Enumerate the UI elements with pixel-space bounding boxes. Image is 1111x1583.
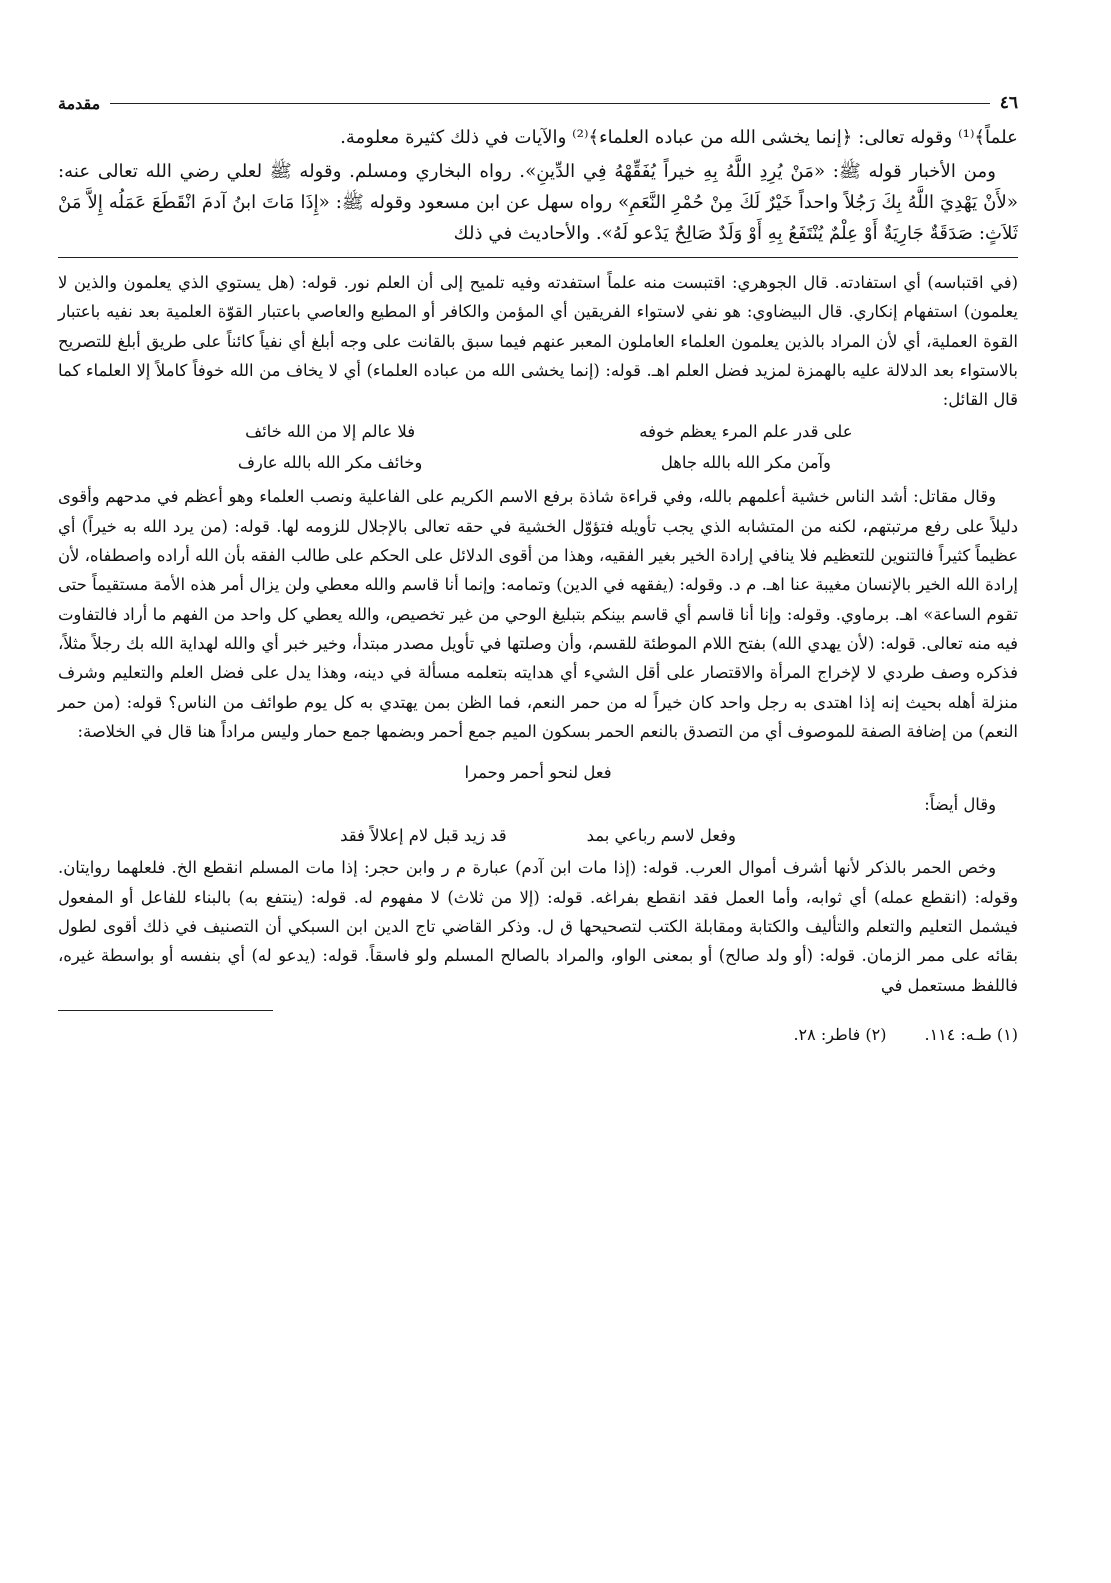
page-number: ٤٦ xyxy=(999,93,1018,113)
main-paragraph: علماً﴾⁽¹⁾ وقوله تعالى: ﴿إنما يخشى الله من عباده العلماء﴾⁽²⁾ والآيات في ذلك كثيرة معلومة. xyxy=(340,127,1018,148)
verse-first-half: وآمن مكر الله بالله جاهل xyxy=(660,453,831,473)
verse-second-half: قد زيد قبل لام إعلالاً فقد xyxy=(340,826,507,846)
commentary-paragraph: وقال أيضاً: xyxy=(924,795,996,815)
commentary xyxy=(58,268,1018,1000)
commentary-paragraph: وقال مقاتل: أشد الناس خشية أعلمهم بالله، وفي قراءة شاذة برفع الاسم الكريم على الفاعلية ونصب العلماء وهو أعظم في مدحهم وأقوى دليلاً على رفع مرتبتهم، لكنه من المتشابه الذي يجب تأويله فتؤوّل الخشية في حقه تعالى بالإجلال للزومه لها. قوله: (من يرد الله به خيراً) أي عظيماً كثيراً فالتنوين للتعظيم فلا ينافي إرادة الخير بغير الفقيه، وهذا من أقوى الدلائل على الحكم على طالب الفقه بأن الله أراده واصطفاه، لأن إرادة الله الخير بالإنسان مغيبة عنا اهـ. م د. وقوله: (يفقهه في الدين) وتمامه: وإنما أنا قاسم والله معطي ولن يزال أمر هذه الأمة مستقيماً حتى تقوم الساعة» اهـ. برماوي. وقوله: وإنا أنا قاسم أي قاسم بينكم بتبليغ الوحي من غير تخصيص، والله يعطي كل واحد من الفهم ما أراد فالتفاوت فيه منه تعالى. قوله: (لأن يهدي الله) بفتح اللام الموطئة للقسم، وأن وصلتها في تأويل مصدر مبتدأ، وخير خبر أي والله لهداية الله بك رجلاً مثلاً، فذكره وصف طردي لا لإخراج المرأة والاقتصار على أقل الشيء أي هدايته بتعلمه مسألة في دينه، وهذا يدل على فضل العلم والتعليم وشرف منزلة أهله بحيث إنه إذا اهتدى به رجل واحد كان خيراً له من حمر النعم، فما الظن بمن يهتدي به كل يوم طوائف من الناس؟ قوله: (من حمر النعم) من إضافة الصفة للموصوف أي من التصدق بالنعم الحمر بسكون الميم جمع أحمر وبضمها جمع حمار وليس مراداً هنا قال في الخلاصة: xyxy=(58,487,1018,741)
poem-verse xyxy=(58,819,1018,853)
footnote: (١) طـه: ١١٤. xyxy=(924,1024,1018,1044)
footnote-rule xyxy=(58,1010,273,1011)
main-text xyxy=(58,122,1018,249)
header-rule xyxy=(110,103,990,104)
verse-first-half: وفعل لاسم رباعي بمد xyxy=(586,826,736,846)
footnote: (٢) فاطر: ٢٨. xyxy=(793,1024,887,1044)
page-header xyxy=(58,90,1018,116)
verse-second-half: وخائف مكر الله بالله عارف xyxy=(237,453,423,473)
verse-second-half: فلا عالم إلا من الله خائف xyxy=(245,422,416,442)
running-title: مقدمة xyxy=(58,93,101,113)
poem-verse xyxy=(153,416,923,447)
commentary-paragraph: (في اقتباسه) أي استفادته. قال الجوهري: اقتبست منه علماً استفدته وفيه تلميح إلى أن العلم نور. قوله: (هل يستوي الذي يعلمون والذين لا يعلمون) استفهام إنكاري. قال البيضاوي: هو نفي لاستواء الفريقين أي المؤمن والكافر أو المطيع والعاصي باعتبار القوّة العلمية بعد نفيه باعتبار القوة العملية، أي لأن المراد بالذين يعلمون العلماء العاملون المعبر عنهم فيما سبق بالقانت على وجه أبلغ أي نفياً كائناً على طريق أبلغ للتصريح بالاستواء بعد الدلالة عليه بالهمزة لمزيد فضل العلم اهـ. قوله: (إنما يخشى الله من عباده العلماء) أي لا يخاف من الله خوفاً كاملاً إلا العلماء كما قال القائل: xyxy=(58,273,1018,410)
commentary-paragraph: وخص الحمر بالذكر لأنها أشرف أموال العرب. قوله: (إذا مات ابن آدم) عبارة م ر وابن حجر: إذا مات المسلم انقطع الخ. فلعلهما روايتان. وقوله: (انقطع عمله) أي ثوابه، وأما العمل فقد انقطع بفراغه. قوله: (إلا من ثلاث) لا مفهوم له. قوله: (ينتفع به) بالبناء للفاعل أو المفعول فيشمل التعليم والتعلم والتأليف والكتابة ومقابلة الكتب لتصحيحها ق ل. وذكر القاضي تاج الدين ابن السبكي أن التصنيف في ذلك أقوى لطول بقائه على ممر الزمان. قوله: (أو ولد صالح) أو بمعنى الواو، والمراد بالصالح المسلم ولو فاسقاً. قوله: (يدعو له) أي بنفسه أو بواسطة غيره، فاللفظ مستعمل في xyxy=(58,858,1018,995)
commentary-separator xyxy=(58,257,1018,258)
main-paragraph: ومن الأخبار قوله ﷺ: «مَنْ يُرِدِ اللَّهُ بِهِ خيراً يُفَقِّهْهُ فِي الدِّينِ». رواه البخاري ومسلم. وقوله ﷺ لعلي رضي الله تعالى عنه: «لأَنْ يَهْدِيَ اللَّهُ بِكَ رَجُلاً واحداً خَيْرٌ لَكَ مِنْ حُمْرِ النَّعَمِ» رواه سهل عن ابن مسعود وقوله ﷺ: «إِذَا مَاتَ ابنُ آدمَ انْقَطَعَ عَمَلُه إِلاَّ مَنْ ثَلاَثٍ: صَدَقَةٌ جَارِيَةٌ أَوْ عِلْمٌ يُنْتَفَعُ بِهِ أَوْ وَلَدٌ صَالِحٌ يَدْعو لَهُ». والأحاديث في ذلك xyxy=(58,161,1018,244)
poem-verse xyxy=(153,447,923,478)
verse-line: فعل لنحو أحمر وحمرا xyxy=(464,763,612,783)
verse-first-half: على قدر علم المرء يعظم خوفه xyxy=(639,422,853,442)
book-page xyxy=(58,90,1018,1044)
poem xyxy=(153,416,923,478)
footnotes xyxy=(58,1025,1018,1044)
